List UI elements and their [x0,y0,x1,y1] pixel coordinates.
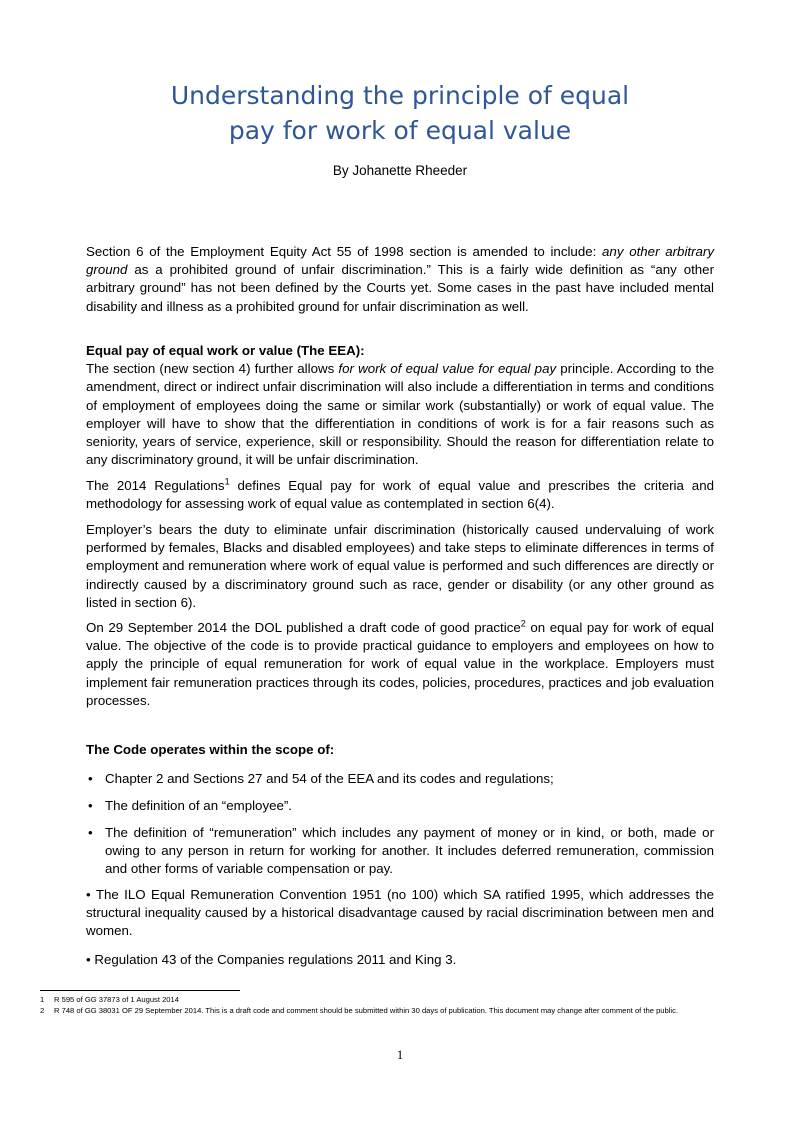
bullet-2-block [86,797,714,815]
footnote-1 [40,995,720,1006]
footnote-number: 1 [40,995,45,1004]
bullet-glyph: • [88,771,93,786]
intro-text-2: as a prohibited ground of unfair discrimination.” This is a fairly wide definition as “any other arbitrary ground” has not been defined by the Courts yet. Some cases in the past have included mental disability and illness as a prohibited ground for unfair discrimination as well. [86,262,714,314]
intro-italic: any other arbitrary ground [86,244,714,278]
dol-paragraph [86,619,714,710]
footnotes [40,995,720,1016]
scope-list [86,770,714,788]
code-heading-block [86,741,714,759]
footnote-separator [40,990,240,991]
section-italic: for work of equal value for equal pay [338,361,557,377]
footnote-number: 2 [40,1005,45,1015]
bullet-glyph: • [88,798,93,813]
employer-paragraph [86,521,714,612]
author-byline: By Johanette Rheeder [332,163,468,178]
regulation43-text: • Regulation 43 of the Companies regulations 2011 and King 3. [86,952,457,967]
bullet-glyph: • [88,825,93,840]
intro-text-1: Section 6 of the Employment Equity Act 55 of 1998 section is amended to include: [86,244,603,259]
section-eea [86,342,714,469]
title-line-2: pay for work of equal value [228,116,572,145]
list-item [86,824,714,879]
regulations-paragraph [86,477,714,513]
regulations-text-2: defines Equal pay for work of equal value and prescribes the criteria and methodology for assessing work of equal value as contemplated in section 6(4). [86,478,714,512]
employer-text: Employer’s bears the duty to eliminate unfair discrimination (historically caused undervaluing of work performed by females, Blacks and disabled employees) and take steps to eliminate differences in terms of employment and remuneration where work of equal value is performed and such differences are directly or indirectly caused by a discriminatory ground such as race, gender or disability (or any other ground as listed in section 6). [86,522,714,610]
dol-text-1: On 29 September 2014 the DOL published a draft code of good practice [86,620,521,635]
title-line-1: Understanding the principle of equal [170,81,630,110]
footnote-ref-1: 1 [224,476,230,487]
bullet-1-block [86,770,714,788]
page-number: 1 [396,1047,404,1062]
footnote-2 [40,1006,720,1017]
list-item-text: The definition of an “employee”. [105,798,293,813]
footnote-text: R 748 of GG 38031 OF 29 September 2014. This is a draft code and comment should be submitted within 30 days of publication. This document may change after comment of the public. [54,1005,679,1015]
footnote-text: R 595 of GG 37873 of 1 August 2014 [54,995,179,1004]
list-item-text: Chapter 2 and Sections 27 and 54 of the EEA and its codes and regulations; [105,771,554,786]
ilo-text: • The ILO Equal Remuneration Convention 1951 (no 100) which SA ratified 1995, which addresses the structural inequality caused by a historical disadvantage caused by racial discrimination between men and women. [86,887,714,939]
regulation43-paragraph [86,951,714,969]
scope-list-cont [86,797,714,815]
section-heading: Equal pay of equal work or value (The EEA): [86,343,365,358]
document-title [0,78,800,148]
intro-paragraph [86,243,714,316]
code-heading: The Code operates within the scope of: [86,742,335,757]
ilo-paragraph [86,886,714,941]
list-item [86,770,714,788]
dol-text-2: on equal pay for work of equal value. The objective of the code is to provide practical guidance to employers and employees on how to apply the principle of equal remuneration for work of equal value in the workplace. Employers must implement fair remuneration practices through its codes, policies, procedures, practices and job evaluation processes. [86,620,714,708]
section-text-2: principle. According to the amendment, direct or indirect unfair discrimination will also include a differentiation in terms and conditions of employment of employees doing the same or similar work (substantially) or work of equal value. The employer will have to show that the differentiation in conditions of work is for a fair reasons such as seniority, years of service, experience, skill or responsibility. Should the reason for differentiation relate to any discriminatory ground, it will be unfair discrimination. [86,361,714,468]
footnote-ref-2: 2 [520,618,526,629]
list-item [86,797,714,815]
regulations-text-1: The 2014 Regulations [86,478,225,493]
list-item-text: The definition of “remuneration” which includes any payment of money or in kind, or both, made or owing to any person in return for working for another. It includes deferred remuneration, commission and other forms of variable compensation or pay. [105,825,714,877]
scope-list-cont-2 [86,824,714,879]
bullet-3-block [86,824,714,879]
section-text-1: The section (new section 4) further allows [86,361,339,377]
